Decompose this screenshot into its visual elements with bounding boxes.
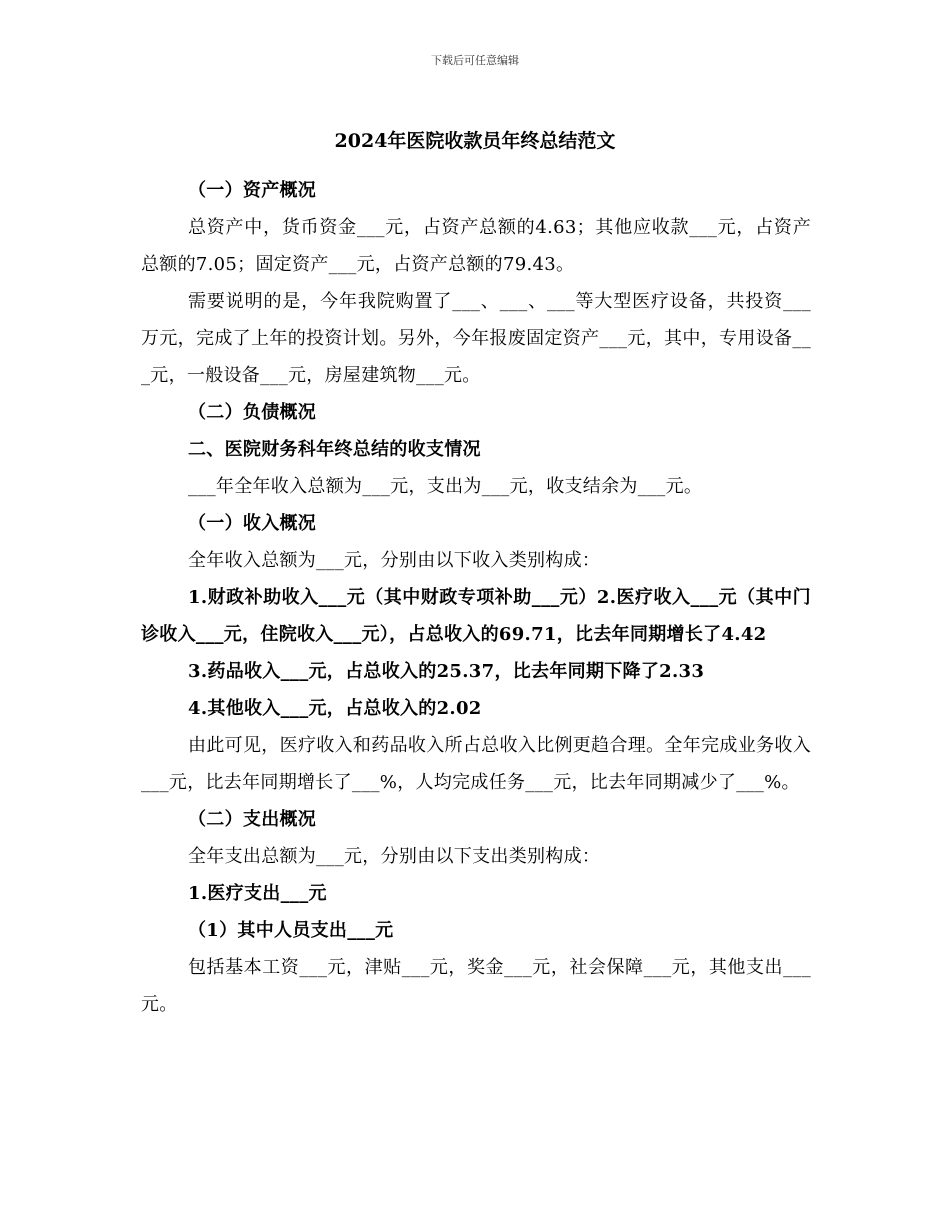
section-heading-income: （一）收入概况: [188, 513, 317, 534]
section-heading-income-expense: 二、医院财务科年终总结的收支情况: [188, 439, 481, 460]
section-heading-liabilities: （二）负债概况: [188, 402, 317, 423]
section-heading-assets: （一）资产概况: [188, 180, 317, 201]
section-heading-expense: （二）支出概况: [188, 809, 317, 830]
paragraph-income-intro: 全年收入总额为___元，分别由以下收入类别构成：: [188, 550, 601, 571]
list-item-expense-1: 1.医疗支出___元: [188, 883, 327, 904]
paragraph-annual-totals: ___年全年收入总额为___元，支出为___元，收支结余为___元。: [188, 476, 703, 497]
list-item-expense-personnel: （1）其中人员支出___元: [188, 920, 394, 941]
paragraph-expense-intro: 全年支出总额为___元，分别由以下支出类别构成：: [188, 846, 601, 867]
list-item-income-4: 4.其他收入___元，占总收入的2.02: [188, 698, 482, 719]
list-item-income-1-2: 1.财政补助收入___元（其中财政专项补助___元）2.医疗收入___元（其中门诊收入___元，住院收入___元），占总收入的69.71，比去年同期增长了4.42: [141, 587, 811, 645]
paragraph-expense-details: 包括基本工资___元，津贴___元，奖金___元，社会保障___元，其他支出___元。: [141, 957, 811, 1015]
list-item-income-3: 3.药品收入___元，占总收入的25.37，比去年同期下降了2.33: [188, 661, 705, 682]
paragraph-income-analysis: 由此可见，医疗收入和药品收入所占总收入比例更趋合理。全年完成业务收入___元，比去年同期增长了___%，人均完成任务___元，比去年同期减少了___%。: [141, 735, 811, 793]
paragraph-assets: 总资产中，货币资金___元，占资产总额的4.63；其他应收款___元，占资产总额的7.05；固定资产___元，占资产总额的79.43。: [141, 217, 811, 275]
header-note: 下载后可任意编辑: [431, 54, 519, 67]
document-title: 2024年医院收款员年终总结范文: [334, 130, 616, 152]
document-body: [141, 172, 811, 1023]
paragraph-equipment: 需要说明的是，今年我院购置了___、___、___等大型医疗设备，共投资___万元，完成了上年的投资计划。另外，今年报废固定资产___元，其中，专用设备___元，一般设备___元，房屋建筑物___元。: [141, 291, 811, 386]
